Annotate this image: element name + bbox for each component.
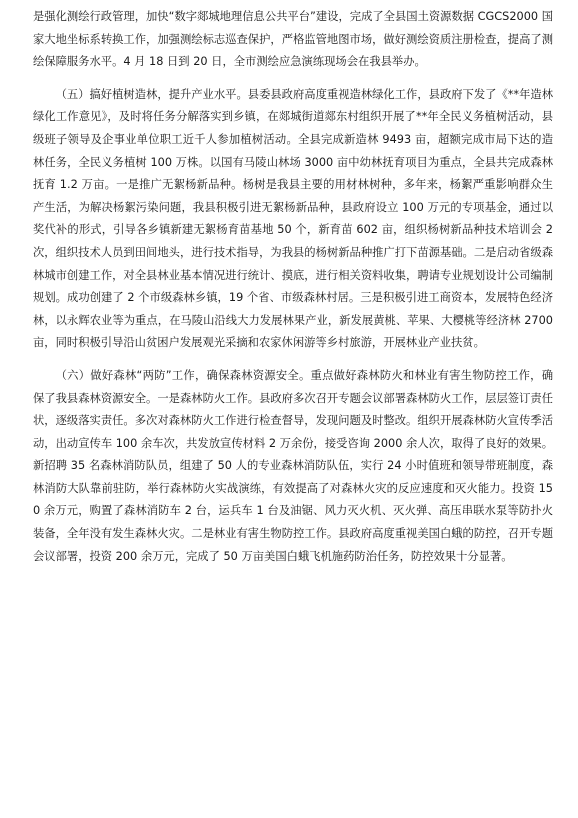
paragraph-surveying-continued: 是强化测绘行政管理，加快“数字郯城地理信息公共平台”建设，完成了全县国土资源数据 CGCS2000 国家大地坐标系转换工作，加强测绘标志巡查保护，严格监管地图市场，做好测绘资质注册检查，提高了测绘保障服务水平。4 月 18 日到 20 日，全市测绘应急演练现场会在我县举办。 [33,10,553,69]
paragraph-afforestation: （五）搞好植树造林，提升产业水平。县委县政府高度重视造林绿化工作，县政府下发了《**年造林绿化工作意见》，及时将任务分解落实到乡镇，在郯城街道郯东村组织开展了**年全民义务植树活动，县级班子领导及企事业单位职工近千人参加植树活动。全县完成新造林 9493 亩，超额完成市局下达的造林任务，全民义务植树 100 万株。以国有马陵山林场 3000 亩中幼林抚育项目为重点，全县共完成森林抚育 1.2 万亩。一是推广无絮杨新品种。杨树是我县主要的用材林树种，多年来，杨絮严重影响群众生产生活，为解决杨絮污染问题，我县积极引进无絮杨新品种，县政府设立 100 万元的专项基金，通过以奖代补的形式，引导各乡镇新建无絮杨育苗基地 50 个，新育苗 602 亩，组织杨树新品种技术培训会 2 次，组织技术人员到田间地头，进行技术指导，为我县的杨树新品种推广打下苗源基础。二是启动省级森林城市创建工作，对全县林业基本情况进行统计、摸底，进行相关资料收集，聘请专业规划设计公司编制规划。成功创建了 2 个市级森林乡镇，19 个省、市级森林村居。三是积极引进工商资本，发展特色经济林，以永辉农业等为重点，在马陵山沿线大力发展林果产业，新发展黄桃、苹果、大樱桃等经济林 2700 亩，同时积极引导沿山贫困户发展观光采摘和农家休闲游等乡村旅游，开展林业产业扶贫。 [33,87,553,350]
paragraph-forest-protection: （六）做好森林“两防”工作，确保森林资源安全。重点做好森林防火和林业有害生物防控工作，确保了我县森林资源安全。一是森林防火工作。县政府多次召开专题会议部署森林防火工作，层层签订责任状，逐级落实责任。多次对森林防火工作进行检查督导，发现问题及时整改。组织开展森林防火宣传季活动，出动宣传车 100 余车次，共发放宣传材料 2 万余份，接受咨询 2000 余人次，取得了良好的效果。新招聘 35 名森林消防队员，组建了 50 人的专业森林消防队伍，实行 24 小时值班和领导带班制度，森林消防大队靠前驻防，举行森林防火实战演练，有效提高了对森林火灾的反应速度和灭火能力。投资 150 余万元，购置了森林消防车 2 台，运兵车 1 台及油锯、风力灭火机、灭火弹、高压串联水泵等防扑火装备，全年没有发生森林火灾。二是林业有害生物防控工作。县政府高度重视美国白蛾的防控，召开专题会议部署，投资 200 余万元，完成了 50 万亩美国白蛾飞机施药防治任务，防控效果十分显著。 [33,368,553,563]
document-page [33,6,553,568]
